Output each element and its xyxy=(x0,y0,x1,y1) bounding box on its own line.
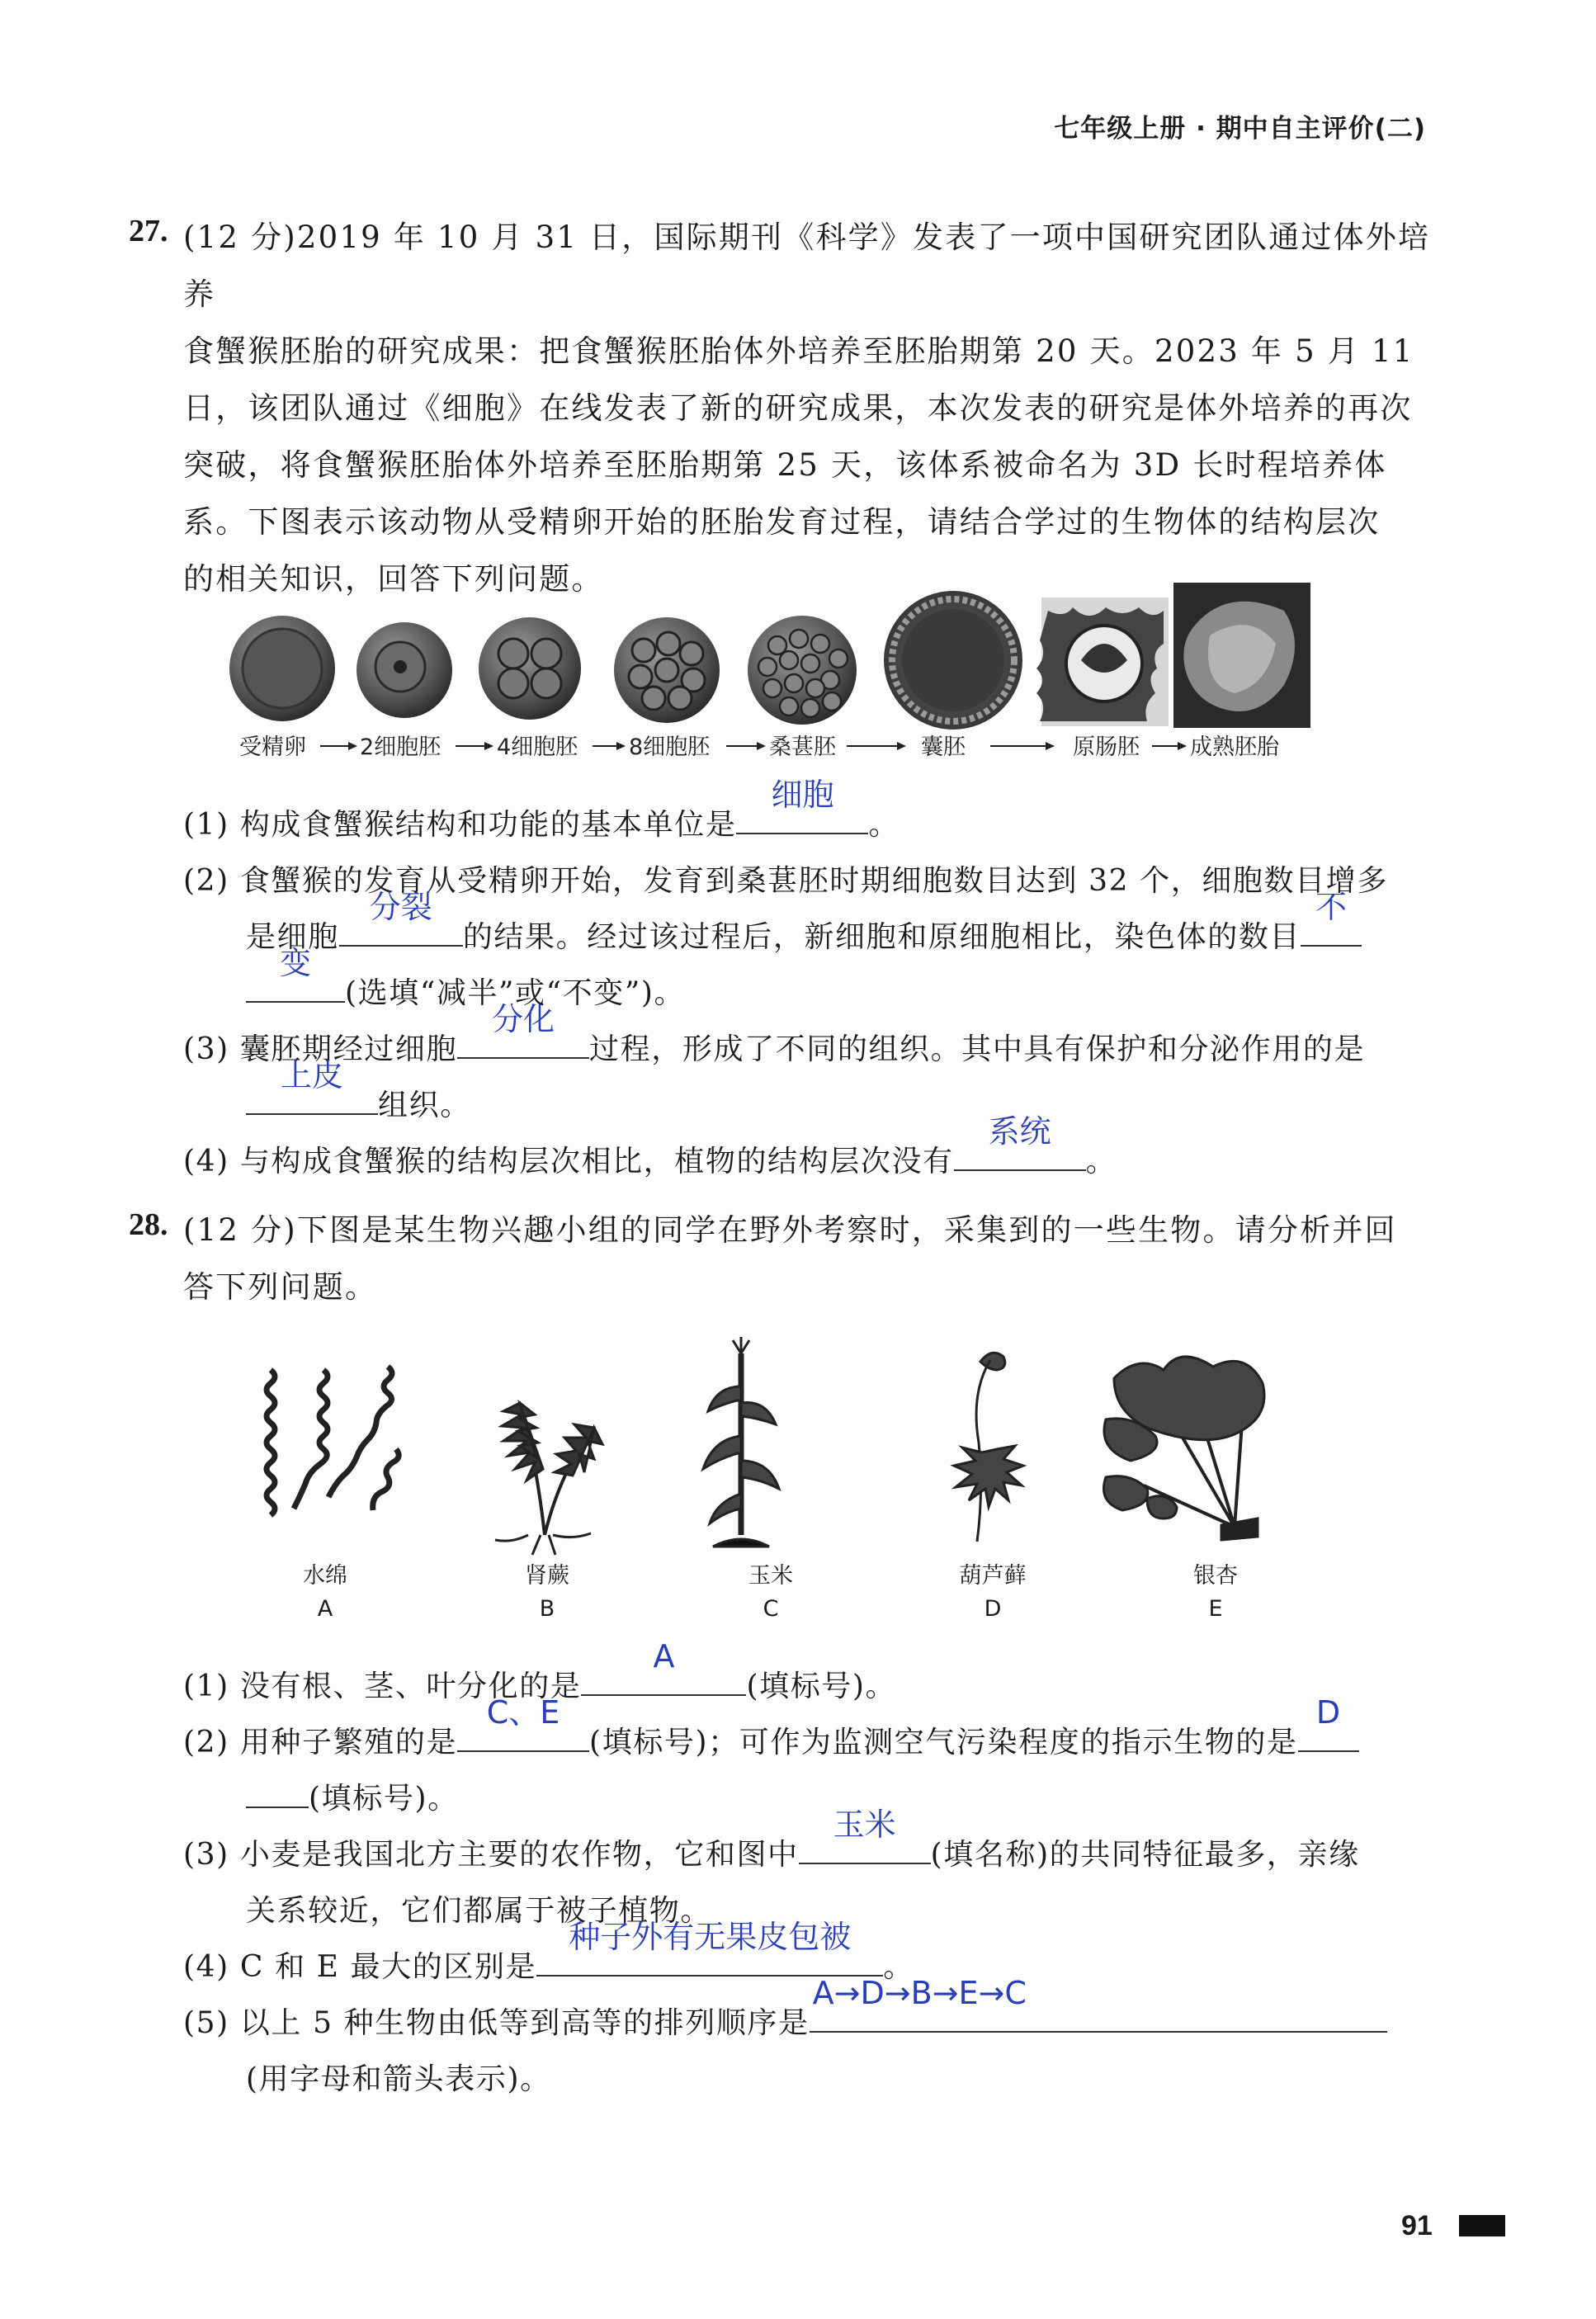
plant-label-c: 玉米 C xyxy=(748,1563,793,1622)
stage-label: 8细胞胚 xyxy=(629,734,711,760)
answer-blank[interactable] xyxy=(799,1807,931,1864)
question-27-number: 27. xyxy=(129,214,168,248)
zygote-image xyxy=(229,616,335,721)
question-27-line: 的相关知识，回答下列问题。 xyxy=(183,561,604,597)
ginkgo-image xyxy=(1104,1357,1265,1540)
q27-sub2: (2) 食蟹猴的发育从受精卵开始，发育到桑葚胚时期细胞数目达到 32 个，细胞数目增多 是细胞 分裂 的结果。经过该过程后，新细胞和原细胞相比，染色体的数目 不 变 (选填“减半”或“不变”)。 xyxy=(183,864,1388,1010)
handwritten-answer: 玉米 xyxy=(833,1807,896,1843)
plant-label-d: 葫芦藓 D xyxy=(959,1563,1027,1622)
blastocyst-image xyxy=(884,591,1022,730)
question-28-line: (12 分)下图是某生物兴趣小组的同学在野外考察时，采集到的一些生物。请分析并回 xyxy=(183,1212,1397,1248)
answer-blank[interactable] xyxy=(810,1975,1387,2033)
q28-sub5: (5) 以上 5 种生物由低等到高等的排列顺序是 A→D→B→E→C (用字母和箭头表示)。 xyxy=(183,1995,1454,2108)
handwritten-answer: 变 xyxy=(279,945,311,981)
answer-blank[interactable] xyxy=(339,889,463,947)
answer-blank[interactable] xyxy=(1301,889,1362,947)
question-27-line: 日，该团队通过《细胞》在线发表了新的研究成果，本次发表的研究是体外培养的再次 xyxy=(183,390,1413,426)
answer-blank[interactable] xyxy=(736,777,868,834)
q27-sub3: (3) 囊胚期经过细胞 分化 过程，形成了不同的组织。其中具有保护和分泌作用的是 上皮 组织。 xyxy=(183,1022,1454,1134)
moss-image xyxy=(954,1353,1023,1542)
question-28-line: 答下列问题。 xyxy=(183,1269,378,1305)
answer-blank[interactable] xyxy=(581,1638,746,1696)
handwritten-answer: A xyxy=(653,1638,675,1674)
q28-sub2: (2) 用种子繁殖的是 C、E (填标号)；可作为监测空气污染程度的指示生物的是 D (填标号)。 xyxy=(183,1715,1454,1827)
page-header: 七年级上册 · 期中自主评价(二) xyxy=(1054,114,1426,144)
plant-label-b: 肾蕨 B xyxy=(525,1563,569,1622)
stage-label: 原肠胚 xyxy=(1073,734,1140,760)
corn-image xyxy=(703,1337,779,1547)
question-27-line: (12 分)2019 年 10 月 31 日，国际期刊《科学》发表了一项中国研究团队通过体外培养 xyxy=(183,220,1431,312)
answer-blank[interactable] xyxy=(246,1057,378,1115)
handwritten-answer: 不 xyxy=(1315,889,1348,925)
answer-blank[interactable] xyxy=(954,1113,1086,1171)
handwritten-answer: C、E xyxy=(486,1694,560,1731)
handwritten-answer: 种子外有无果皮包被 xyxy=(569,1919,852,1955)
plant-label-e: 银杏 E xyxy=(1193,1563,1238,1622)
q28-sub3: (3) 小麦是我国北方主要的农作物，它和图中 玉米 (填名称)的共同特征最多，亲缘 关系较近，它们都属于被子植物。 xyxy=(183,1827,1454,1939)
plant-label-a: 水绵 A xyxy=(303,1563,347,1622)
handwritten-answer: A→D→B→E→C xyxy=(812,1975,1027,2011)
question-28-text xyxy=(183,1202,1446,1315)
page-number-marker xyxy=(1459,2215,1505,2236)
stage-label: 囊胚 xyxy=(921,734,966,760)
question-27-line: 系。下图表示该动物从受精卵开始的胚胎发育过程，请结合学过的生物体的结构层次 xyxy=(183,504,1381,540)
handwritten-answer: D xyxy=(1315,1694,1341,1731)
q27-sub1: (1) 构成食蟹猴结构和功能的基本单位是 细胞 。 xyxy=(183,797,1454,853)
morula-image xyxy=(748,616,857,725)
two-cell-embryo-image xyxy=(357,622,452,718)
question-28-number: 28. xyxy=(129,1207,168,1242)
gastrula-image xyxy=(1036,597,1169,726)
handwritten-answer: 分裂 xyxy=(369,889,432,925)
handwritten-answer: 分化 xyxy=(492,1001,555,1037)
mature-embryo-image xyxy=(1173,583,1310,728)
answer-blank[interactable] xyxy=(457,1001,589,1059)
fern-image xyxy=(495,1403,602,1555)
answer-blank[interactable] xyxy=(246,945,345,1003)
four-cell-embryo-image xyxy=(479,617,581,720)
answer-blank[interactable] xyxy=(246,1775,309,1808)
eight-cell-embryo-image xyxy=(614,617,720,723)
q28-sub4: (4) C 和 E 最大的区别是 种子外有无果皮包被 。 xyxy=(183,1939,1454,1995)
stage-label: 2细胞胚 xyxy=(360,734,441,760)
stage-label: 成熟胚胎 xyxy=(1190,734,1279,760)
page-number: 91 xyxy=(1401,2210,1433,2241)
q28-sub1: (1) 没有根、茎、叶分化的是 A (填标号)。 xyxy=(183,1659,1454,1715)
answer-blank[interactable] xyxy=(457,1694,589,1752)
stage-label: 桑葚胚 xyxy=(769,734,836,760)
handwritten-answer: 上皮 xyxy=(280,1057,343,1093)
stage-label: 4细胞胚 xyxy=(497,734,578,760)
q27-sub4: (4) 与构成食蟹猴的结构层次相比，植物的结构层次没有 系统 。 xyxy=(183,1134,1454,1190)
question-27-text xyxy=(183,209,1446,607)
spirogyra-image xyxy=(267,1367,399,1515)
plants-figure xyxy=(248,1337,1320,1568)
handwritten-answer: 系统 xyxy=(988,1113,1051,1150)
question-27-line: 突破，将食蟹猴胚胎体外培养至胚胎期第 25 天，该体系被命名为 3D 长时程培养体 xyxy=(183,447,1387,483)
question-27-line: 食蟹猴胚胎的研究成果：把食蟹猴胚胎体外培养至胚胎期第 20 天。2023 年 5 月 11 xyxy=(183,333,1414,369)
handwritten-answer: 细胞 xyxy=(771,777,834,813)
answer-blank[interactable] xyxy=(1298,1694,1359,1752)
embryo-development-figure xyxy=(223,578,1345,776)
stage-label: 受精卵 xyxy=(239,734,306,760)
